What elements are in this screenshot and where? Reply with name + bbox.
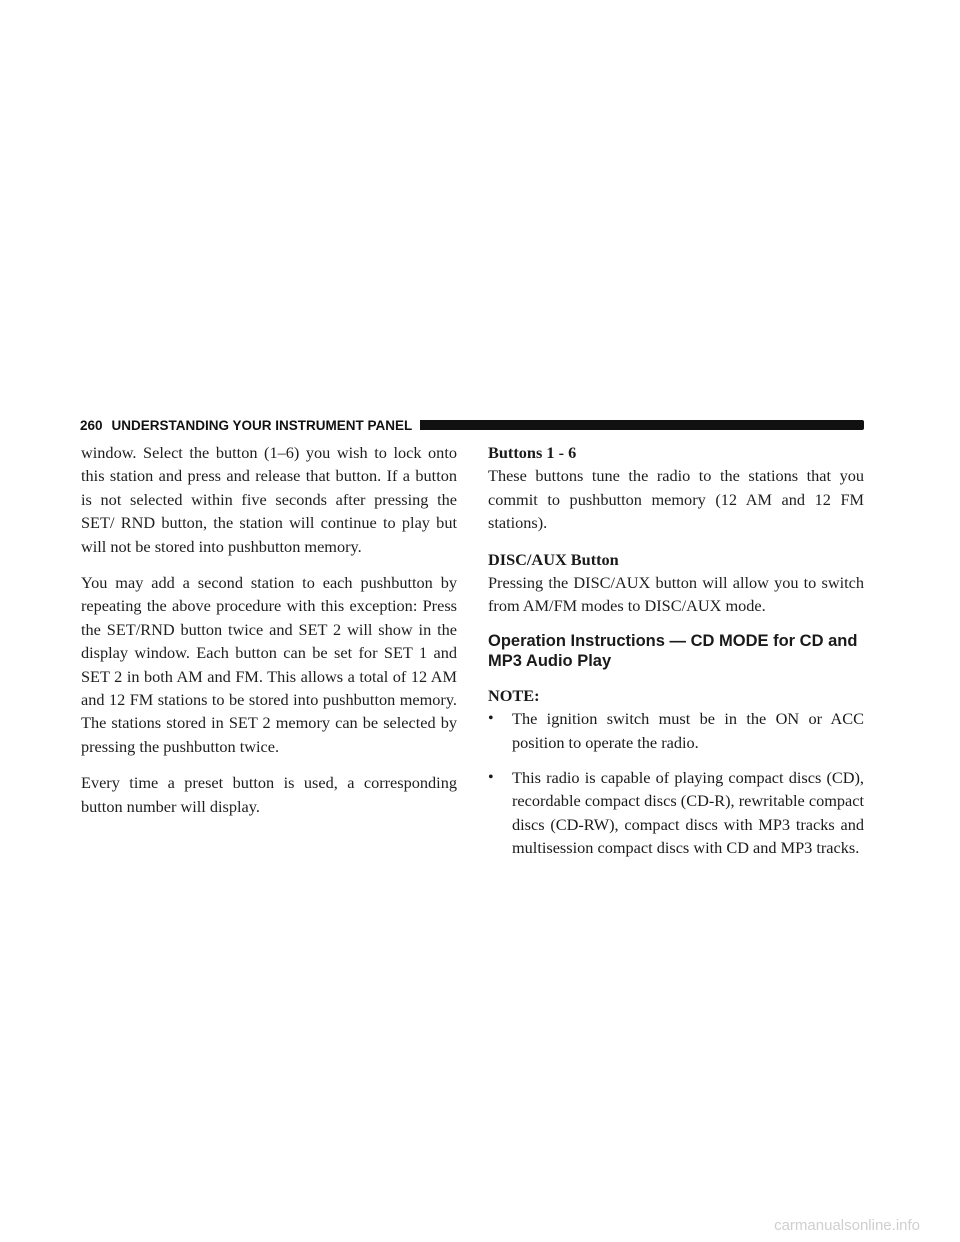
paragraph: Pressing the DISC/AUX button will allow you to switch from AM/FM modes to DISC/AUX mode. [488, 573, 864, 616]
note-list [488, 707, 864, 859]
page-number: 260 [80, 417, 103, 433]
left-column [81, 441, 457, 818]
section-heading: DISC/AUX Button [488, 549, 619, 569]
section-buttons [488, 441, 864, 535]
section-disc-aux [488, 548, 864, 618]
watermark-text: carmanualsonline.info [774, 1217, 920, 1234]
paragraph: Every time a preset button is used, a corresponding button number will display. [81, 773, 457, 816]
paragraph: You may add a second station to each pushbutton by repeating the above procedure with this exception: Press the SET/RND button twice and SET 2 will show in the display window. Each button can be set for SET 1 and SET 2 in both AM and FM. This allows a total of 12 AM and 12 FM stations to be stored into pushbutton memory. The stations stored in SET 2 memory can be selected by pressing the pushbutton twice. [81, 573, 457, 756]
list-item: • This radio is capable of playing compact discs (CD), recordable compact discs (CD-R), rewritable compact discs (CD-RW), compact discs with MP3 tracks and multisession compact discs with CD and MP3 tracks. [488, 766, 864, 860]
list-item: • The ignition switch must be in the ON or ACC position to operate the radio. [488, 707, 864, 754]
right-column [488, 441, 864, 860]
note-label: NOTE: [488, 685, 540, 705]
page-header [80, 417, 864, 433]
major-heading: Operation Instructions — CD MODE for CD and MP3 Audio Play [488, 631, 858, 671]
paragraph: These buttons tune the radio to the stations that you commit to pushbutton memory (12 AM and 12 FM stations). [488, 466, 864, 533]
section-heading: Buttons 1 - 6 [488, 443, 577, 462]
section-title: UNDERSTANDING YOUR INSTRUMENT PANEL [111, 417, 413, 433]
paragraph: window. Select the button (1–6) you wish to lock onto this station and press and release that button. If a button is not selected within five seconds after pressing the SET/ RND button, the station will continue to play but will not be stored into pushbutton memory. [81, 443, 457, 556]
header-rule [420, 420, 864, 430]
